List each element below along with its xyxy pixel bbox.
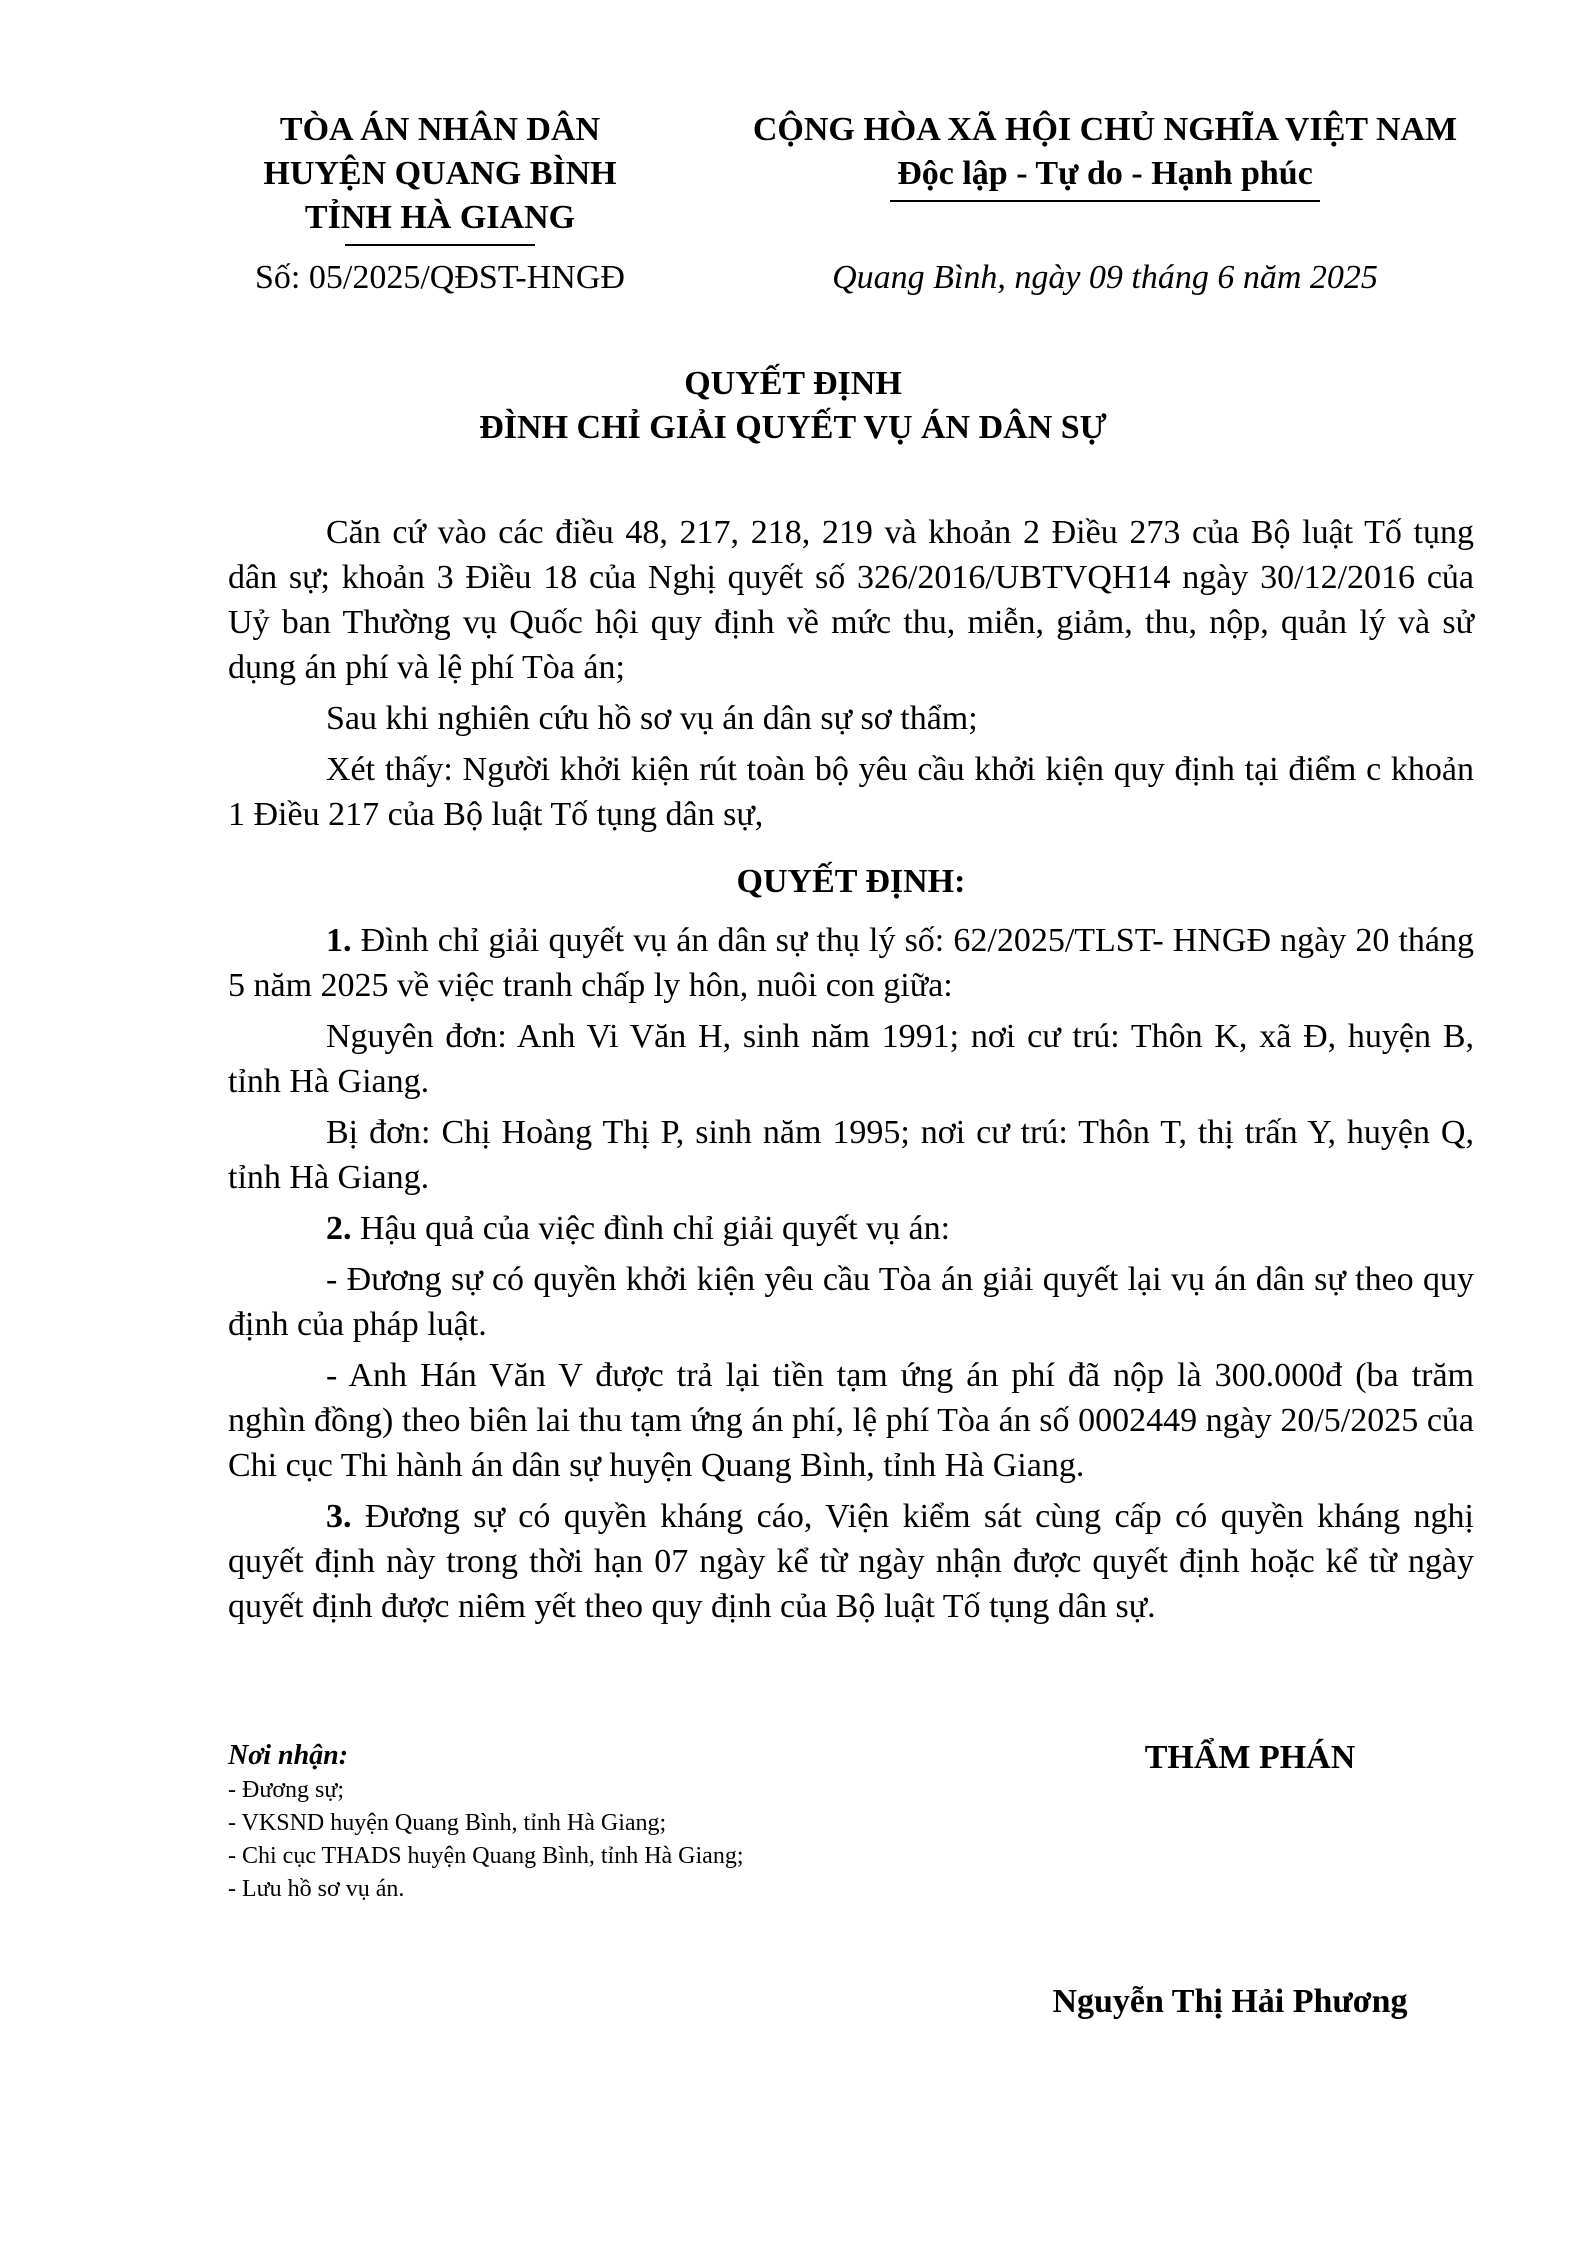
recipient-item: - Lưu hồ sơ vụ án. — [228, 1876, 405, 1902]
item-1-text: Đình chỉ giải quyết vụ án dân sự thụ lý số: 62/2025/TLST- HNGĐ ngày 20 tháng 5 năm 2025 về việc tranh chấp ly hôn, nuôi con giữa: — [228, 922, 1474, 1004]
item-3-number: 3. — [326, 1498, 352, 1535]
national-motto-block — [715, 108, 1495, 202]
item-2-number: 2. — [326, 1210, 352, 1247]
signer-name: Nguyễn Thị Hải Phương — [1052, 1983, 1408, 2020]
recipient-item: - VKSND huyện Quang Bình, tỉnh Hà Giang; — [228, 1810, 667, 1836]
item-1-number: 1. — [326, 922, 352, 959]
recipient-item: - Đương sự; — [228, 1777, 345, 1803]
item-3-text: Đương sự có quyền kháng cáo, Viện kiểm sát cùng cấp có quyền kháng nghị quyết định này trong thời hạn 07 ngày kể từ ngày nhận được quyết định hoặc kể từ ngày quyết định được niêm yết theo quy định của Bộ luật Tố tụng dân sự. — [228, 1498, 1474, 1625]
plaintiff-paragraph: Nguyên đơn: Anh Vi Văn H, sinh năm 1991; nơi cư trú: Thôn K, xã Đ, huyện B, tỉnh Hà Giang. — [228, 1018, 1474, 1100]
court-name-line-1: TÒA ÁN NHÂN DÂN — [279, 111, 601, 148]
national-motto: Độc lập - Tự do - Hạnh phúc — [897, 155, 1313, 192]
court-name-line-3: TỈNH HÀ GIANG — [304, 199, 576, 236]
decision-item-3 — [228, 1494, 1474, 1629]
place-and-date: Quang Bình, ngày 09 tháng 6 năm 2025 — [832, 259, 1378, 296]
decision-item-2 — [228, 1206, 1474, 1251]
decision-item-1 — [228, 918, 1474, 1008]
decision-heading: QUYẾT ĐỊNH: — [736, 863, 966, 900]
court-underline — [345, 244, 535, 246]
document-number: Số: 05/2025/QĐST-HNGĐ — [255, 259, 625, 296]
defendant-paragraph: Bị đơn: Chị Hoàng Thị P, sinh năm 1995; nơi cư trú: Thôn T, thị trấn Y, huyện Q, tỉnh Hà Giang. — [228, 1114, 1474, 1196]
nation-name: CỘNG HÒA XÃ HỘI CHỦ NGHĨA VIỆT NAM — [752, 111, 1458, 148]
title-line-2: ĐÌNH CHỈ GIẢI QUYẾT VỤ ÁN DÂN SỰ — [479, 409, 1107, 446]
consideration-paragraph: Xét thấy: Người khởi kiện rút toàn bộ yêu cầu khởi kiện quy định tại điểm c khoản 1 Điều 217 của Bộ luật Tố tụng dân sự, — [228, 751, 1474, 833]
title-line-1: QUYẾT ĐỊNH — [684, 365, 902, 402]
legal-basis-paragraph: Căn cứ vào các điều 48, 217, 218, 219 và khoản 2 Điều 273 của Bộ luật Tố tụng dân sự; khoản 3 Điều 18 của Nghị quyết số 326/2016/UBTVQH14 ngày 30/12/2016 của Uỷ ban Thường vụ Quốc hội quy định về mức thu, miễn, giảm, thu, nộp, quản lý và sử dụng án phí và lệ phí Tòa án; — [228, 514, 1474, 686]
document-body — [228, 510, 1474, 1635]
item-2-text: Hậu quả của việc đình chỉ giải quyết vụ án: — [351, 1210, 951, 1247]
recipients-block — [228, 1738, 928, 1906]
document-title — [0, 362, 1586, 450]
recipient-item: - Chi cục THADS huyện Quang Bình, tỉnh Hà Giang; — [228, 1843, 744, 1869]
court-name-line-2: HUYỆN QUANG BÌNH — [263, 155, 617, 192]
document-header — [200, 108, 1500, 308]
research-paragraph: Sau khi nghiên cứu hồ sơ vụ án dân sự sơ thẩm; — [326, 700, 978, 737]
consequence-b: - Anh Hán Văn V được trả lại tiền tạm ứng án phí đã nộp là 300.000đ (ba trăm nghìn đồng) theo biên lai thu tạm ứng án phí, lệ phí Tòa án số 0002449 ngày 20/5/2025 của Chi cục Thi hành án dân sự huyện Quang Bình, tỉnh Hà Giang. — [228, 1357, 1474, 1484]
signature-role: THẨM PHÁN — [1144, 1739, 1356, 1776]
consequence-a: - Đương sự có quyền khởi kiện yêu cầu Tòa án giải quyết lại vụ án dân sự theo quy định của pháp luật. — [228, 1261, 1474, 1343]
court-name-block — [200, 108, 680, 246]
recipients-title: Nơi nhận: — [228, 1740, 349, 1771]
motto-underline — [890, 200, 1320, 202]
